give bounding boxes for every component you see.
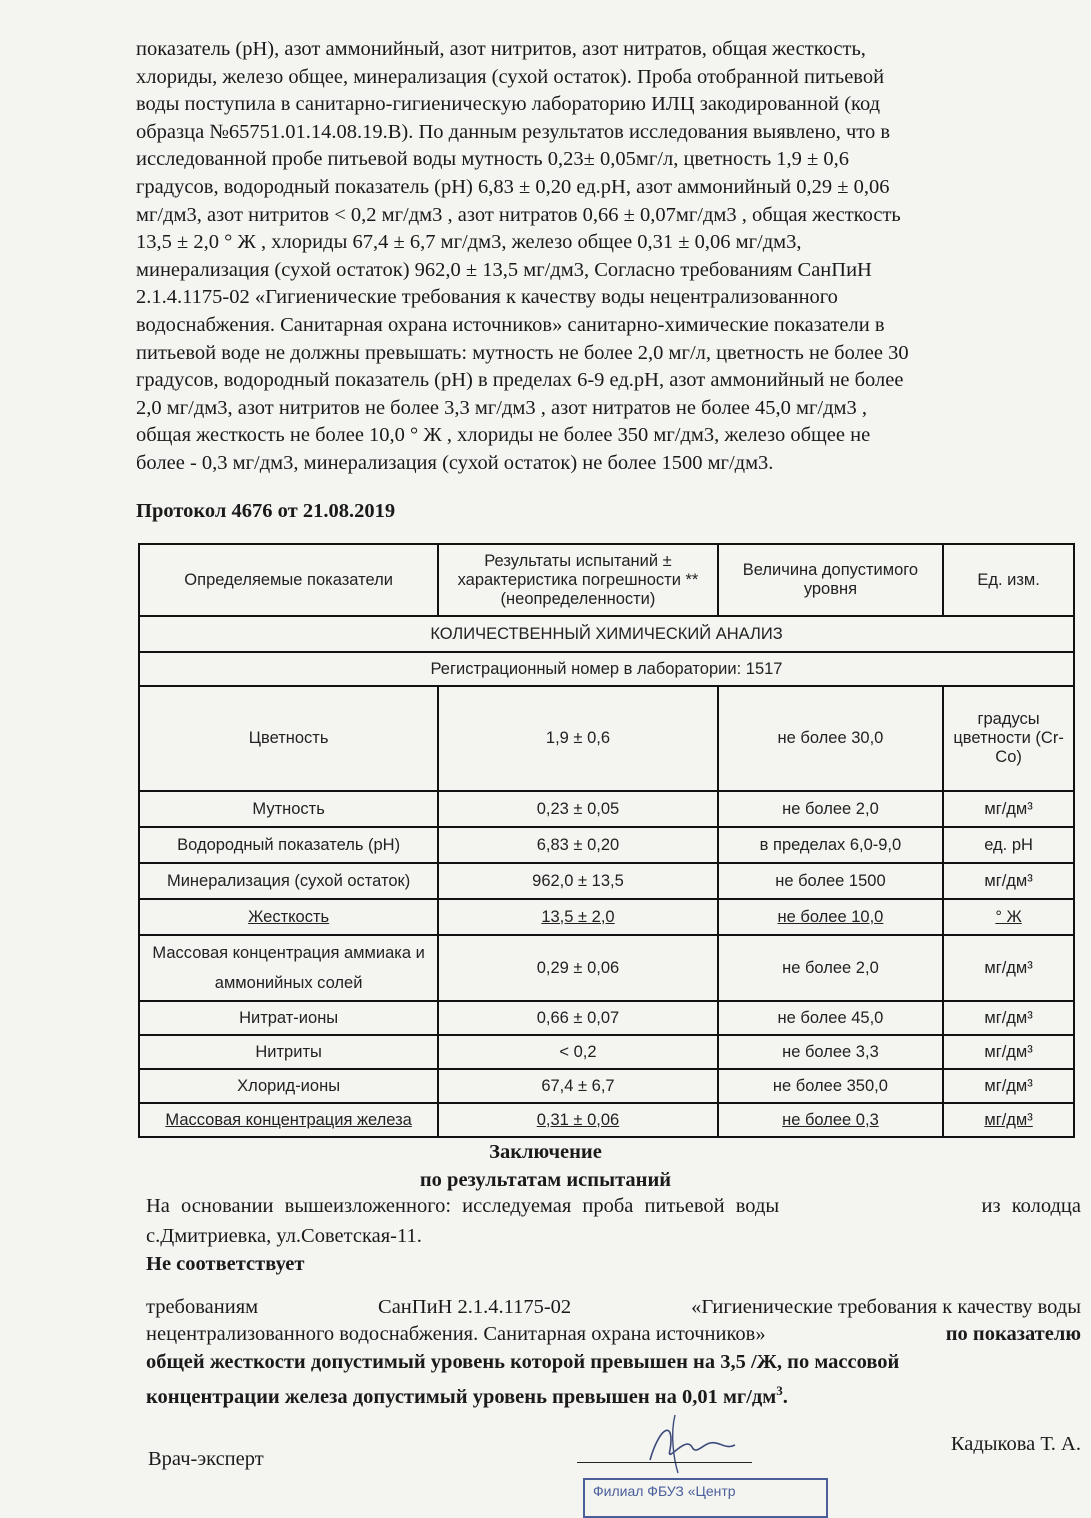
cell-unit: мг/дм³ — [943, 791, 1074, 827]
paragraph-line: водоснабжения. Санитарная охрана источников» санитарно-химические показатели в — [136, 313, 885, 336]
signature-line — [577, 1462, 752, 1463]
superscript: 3 — [776, 1383, 783, 1398]
violation-line — [146, 1377, 1081, 1411]
cell-limit: не более 1500 — [718, 863, 943, 899]
cell-unit: мг/дм³ — [943, 1035, 1074, 1069]
cell-unit: градусы цветности (Cr-Co) — [943, 686, 1074, 791]
cell-limit: не более 2,0 — [718, 791, 943, 827]
requirement-line — [146, 1320, 1081, 1348]
cell-unit: мг/дм³ — [943, 1069, 1074, 1103]
cell-limit: не более 350,0 — [718, 1069, 943, 1103]
table-row — [139, 863, 1074, 899]
cell-result: < 0,2 — [438, 1035, 717, 1069]
cell-unit: мг/дм³ — [943, 935, 1074, 1001]
conclusion-text: На основании вышеизложенного: исследуемая проба питьевой воды — [146, 1195, 780, 1217]
signer-role: Врач-эксперт — [148, 1448, 264, 1470]
paragraph-line: мг/дм3, азот нитритов < 0,2 мг/дм3 , азот нитратов 0,66 ± 0,07мг/дм3 , общая жесткость — [136, 203, 901, 226]
cell-unit: мг/дм³ — [943, 863, 1074, 899]
paragraph-line: исследованной пробе питьевой воды мутность 0,23± 0,05мг/л, цветность 1,9 ± 0,6 — [136, 148, 850, 171]
protocol-heading: Протокол 4676 от 21.08.2019 — [136, 500, 396, 522]
conclusion-text: из колодца — [981, 1195, 1081, 1217]
section-row — [139, 616, 1074, 652]
conclusion-title: Заключение — [489, 1141, 602, 1163]
cell-limit: не более 0,3 — [718, 1103, 943, 1137]
table-row — [139, 1103, 1074, 1137]
paragraph-line: питьевой воде не должны превышать: мутность не более 2,0 мг/л, цветность не более 30 — [136, 341, 909, 364]
requirement-text: «Гигиенические требования к качеству воды — [691, 1296, 1081, 1318]
requirement-text: СанПиН 2.1.4.1175-02 — [378, 1296, 572, 1318]
cell-parameter: Цветность — [139, 686, 438, 791]
cell-result: 962,0 ± 13,5 — [438, 863, 717, 899]
cell-parameter: Минерализация (сухой остаток) — [139, 863, 438, 899]
paragraph-line: показатель (pH), азот аммонийный, азот нитритов, азот нитратов, общая жесткость, — [136, 38, 866, 60]
cell-result: 0,23 ± 0,05 — [438, 791, 717, 827]
signer-name: Кадыкова Т. А. — [950, 1433, 1081, 1455]
cell-parameter: Нитрат-ионы — [139, 1001, 438, 1035]
requirement-line — [146, 1293, 1081, 1321]
cell-parameter: Массовая концентрация аммиака и аммонийных солей — [139, 935, 438, 1001]
verdict: Не соответствует — [146, 1253, 305, 1275]
paragraph-line: 2.1.4.1175-02 «Гигиенические требования к качеству воды нецентрализованного — [136, 286, 838, 309]
paragraph-line: более - 0,3 мг/дм3, минерализация (сухой остаток) не более 1500 мг/дм3. — [136, 451, 774, 474]
cell-result: 0,31 ± 0,06 — [438, 1103, 717, 1137]
conclusion-line — [146, 1192, 1081, 1220]
requirement-text: по показателю — [945, 1323, 1081, 1345]
table-row — [139, 1069, 1074, 1103]
registration-number: Регистрационный номер в лаборатории: 1517 — [139, 652, 1074, 686]
paragraph-line: 13,5 ± 2,0 ° Ж , хлориды 67,4 ± 6,7 мг/дм3, железо общее 0,31 ± 0,06 мг/дм3, — [136, 231, 802, 254]
registration-row — [139, 652, 1074, 686]
results-table — [138, 543, 1075, 1138]
cell-parameter: Жесткость — [139, 899, 438, 935]
paragraph-line: градусов, водородный показатель (pH) в пределах 6-9 ед.pH, азот аммонийный не более — [136, 369, 904, 392]
cell-result: 6,83 ± 0,20 — [438, 827, 717, 863]
cell-parameter: Хлорид-ионы — [139, 1069, 438, 1103]
header-parameter: Определяемые показатели — [139, 544, 438, 616]
address-line: с.Дмитриевка, ул.Советская-11. — [146, 1225, 422, 1247]
body-paragraph — [136, 36, 1071, 478]
paragraph-line: общая жесткость не более 10,0 ° Ж , хлориды не более 350 мг/дм3, железо общее не — [136, 424, 871, 447]
paragraph-line: хлориды, железо общее, минерализация (сухой остаток). Проба отобранной питьевой — [136, 65, 885, 88]
cell-parameter: Водородный показатель (pH) — [139, 827, 438, 863]
table-header-row — [139, 544, 1074, 616]
cell-limit: не более 30,0 — [718, 686, 943, 791]
stamp: Филиал ФБУЗ «Центр — [583, 1478, 828, 1518]
header-result: Результаты испытаний ± характеристика погрешности **(неопределенности) — [438, 544, 717, 616]
paragraph-line: воды поступила в санитарно-гигиеническую лабораторию ИЛЦ закодированной (код — [136, 93, 881, 116]
paragraph-line: минерализация (сухой остаток) 962,0 ± 13,5 мг/дм3, Согласно требованиям СанПиН — [136, 258, 872, 281]
requirement-text: требованиям — [146, 1296, 259, 1318]
cell-result: 0,66 ± 0,07 — [438, 1001, 717, 1035]
violation-text: концентрации железа допустимый уровень превышен на 0,01 мг/дм — [146, 1385, 777, 1408]
cell-limit: не более 10,0 — [718, 899, 943, 935]
cell-limit: не более 45,0 — [718, 1001, 943, 1035]
cell-unit: ед. pH — [943, 827, 1074, 863]
table-row — [139, 686, 1074, 791]
cell-unit: ° Ж — [943, 899, 1074, 935]
table-row — [139, 1001, 1074, 1035]
cell-result: 0,29 ± 0,06 — [438, 935, 717, 1001]
paragraph-line: образца №65751.01.14.08.19.В). По данным результатов исследования выявлено, что в — [136, 120, 891, 143]
violation-line: общей жесткости допустимый уровень которой превышен на 3,5 /Ж, по массовой — [146, 1351, 900, 1373]
header-unit: Ед. изм. — [943, 544, 1074, 616]
section-title: КОЛИЧЕСТВЕННЫЙ ХИМИЧЕСКИЙ АНАЛИЗ — [139, 616, 1074, 652]
cell-result: 67,4 ± 6,7 — [438, 1069, 717, 1103]
cell-limit: не более 3,3 — [718, 1035, 943, 1069]
conclusion-subtitle: по результатам испытаний — [419, 1169, 672, 1191]
table-row — [139, 791, 1074, 827]
table-row — [139, 1035, 1074, 1069]
paragraph-line: 2,0 мг/дм3, азот нитритов не более 3,3 мг/дм3 , азот нитратов не более 45,0 мг/дм3 , — [136, 396, 867, 419]
cell-limit: не более 2,0 — [718, 935, 943, 1001]
cell-unit: мг/дм³ — [943, 1001, 1074, 1035]
table-row — [139, 935, 1074, 1001]
table-row — [139, 899, 1074, 935]
violation-end: . — [782, 1385, 788, 1408]
cell-limit: в пределах 6,0-9,0 — [718, 827, 943, 863]
cell-parameter: Мутность — [139, 791, 438, 827]
cell-parameter: Нитриты — [139, 1035, 438, 1069]
cell-result: 1,9 ± 0,6 — [438, 686, 717, 791]
requirement-text: нецентрализованного водоснабжения. Санитарная охрана источников» — [146, 1323, 766, 1345]
paragraph-line: градусов, водородный показатель (pH) 6,83 ± 0,20 ед.pH, азот аммонийный 0,29 ± 0,06 — [136, 175, 890, 198]
cell-parameter: Массовая концентрация железа — [139, 1103, 438, 1137]
cell-unit: мг/дм³ — [943, 1103, 1074, 1137]
cell-result: 13,5 ± 2,0 — [438, 899, 717, 935]
handwritten-signature — [630, 1405, 740, 1475]
table-row — [139, 827, 1074, 863]
header-limit: Величина допустимого уровня — [718, 544, 943, 616]
